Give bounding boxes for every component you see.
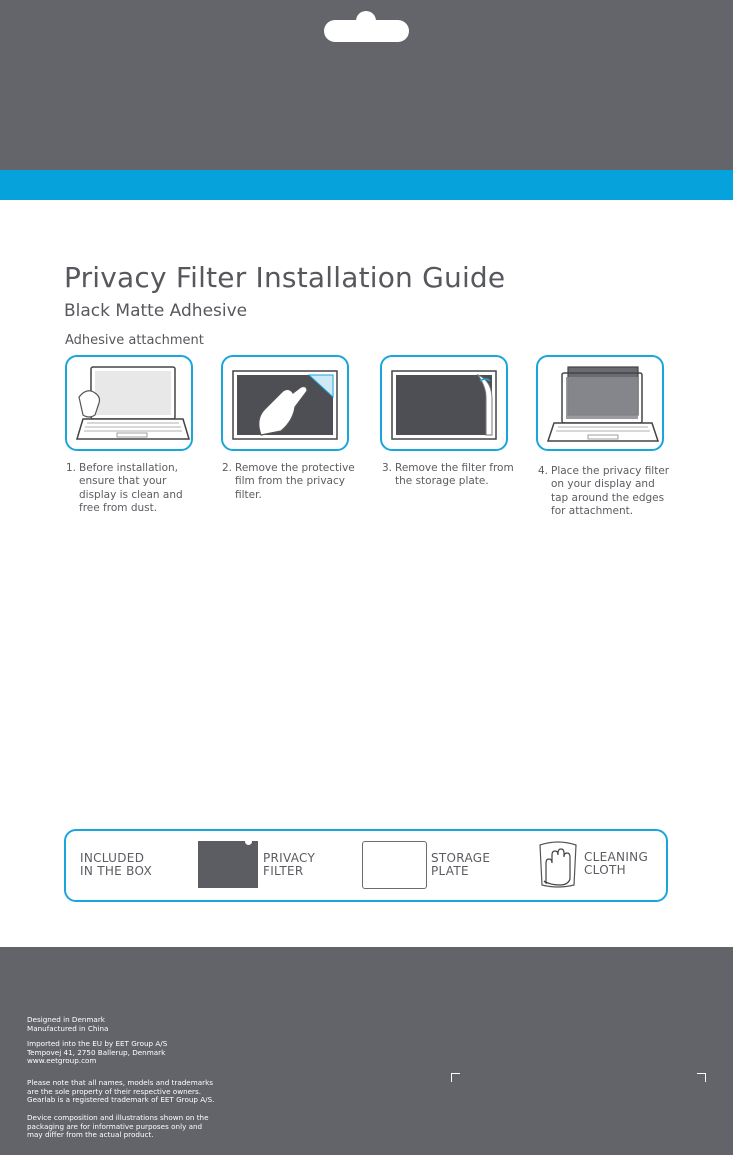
step-line: the storage plate. (395, 475, 489, 488)
footer-line: Gearlab is a registered trademark of EET Group A/S. (27, 1095, 215, 1105)
hand-cloth-icon (536, 839, 580, 889)
top-band (0, 0, 733, 170)
footer-line: www.eetgroup.com (27, 1056, 97, 1066)
footer-line: Manufactured in China (27, 1023, 109, 1033)
step-line: Remove the filter from (395, 462, 514, 474)
step-line: Remove the protective (235, 462, 355, 474)
step-line: film from the privacy (235, 475, 345, 488)
footer-line: Please note that all names, models and trademarks (27, 1078, 213, 1087)
item-label: CLOTH (584, 863, 626, 877)
footer-line: Tempovej 41, 2750 Ballerup, Denmark (27, 1047, 166, 1057)
item-storage-plate (431, 852, 490, 878)
page-title: Privacy Filter Installation Guide (64, 261, 506, 294)
step-line: display is clean and (79, 488, 183, 501)
laptop-icon (67, 357, 191, 449)
step-line: on your display and (551, 478, 655, 491)
privacy-filter-icon (198, 841, 258, 888)
footer-line: Imported into the EU by EET Group A/S (27, 1039, 168, 1048)
guide-panel (0, 200, 733, 947)
hang-hole (324, 20, 409, 42)
footer-disclaimer (27, 1114, 209, 1140)
footer-line: Device composition and illustrations shown on the (27, 1113, 209, 1122)
section-heading: Adhesive attachment (65, 333, 204, 348)
item-label: PRIVACY (263, 851, 316, 865)
crop-mark (451, 1073, 460, 1082)
screen-peel-icon (382, 357, 506, 449)
crop-mark (697, 1073, 706, 1082)
item-privacy-filter (263, 852, 315, 878)
accent-band (0, 170, 733, 200)
step-line: tap around the edges (551, 491, 665, 504)
step-4-illustration (536, 355, 664, 451)
item-cleaning-cloth (584, 851, 648, 877)
hand-peel-icon (223, 357, 347, 449)
footer-origin (27, 1016, 108, 1033)
step-number: 4. (538, 465, 549, 477)
step-1-illustration (65, 355, 193, 451)
footer-importer (27, 1040, 167, 1066)
storage-plate-icon (362, 841, 427, 889)
step-number: 2. (222, 462, 233, 474)
step-line: Place the privacy filter (551, 465, 670, 477)
step-line: Before installation, (79, 462, 178, 474)
step-2-illustration (221, 355, 349, 451)
included-heading-line: IN THE BOX (80, 864, 152, 878)
step-number: 1. (66, 462, 77, 474)
item-label: CLEANING (584, 850, 649, 864)
page-subtitle: Black Matte Adhesive (64, 301, 248, 321)
item-label: FILTER (263, 864, 304, 878)
included-in-box (64, 829, 668, 902)
footer-line: may differ from the actual product. (27, 1130, 154, 1140)
footer-trademark (27, 1079, 214, 1105)
step-line: ensure that your (79, 475, 167, 488)
footer-line: Designed in Denmark (27, 1015, 105, 1024)
step-line: filter. (235, 488, 262, 501)
included-heading-line: INCLUDED (80, 851, 145, 865)
laptop-filter-icon (538, 357, 662, 449)
footer-line: are the sole property of their respective owners. (27, 1086, 202, 1096)
footer-line: packaging are for informative purposes only and (27, 1121, 203, 1131)
step-line: for attachment. (551, 505, 634, 518)
step-line: free from dust. (79, 502, 158, 515)
included-heading (80, 852, 152, 878)
step-number: 3. (382, 462, 393, 474)
item-label: PLATE (431, 864, 469, 878)
step-3-illustration (380, 355, 508, 451)
item-label: STORAGE (431, 851, 491, 865)
